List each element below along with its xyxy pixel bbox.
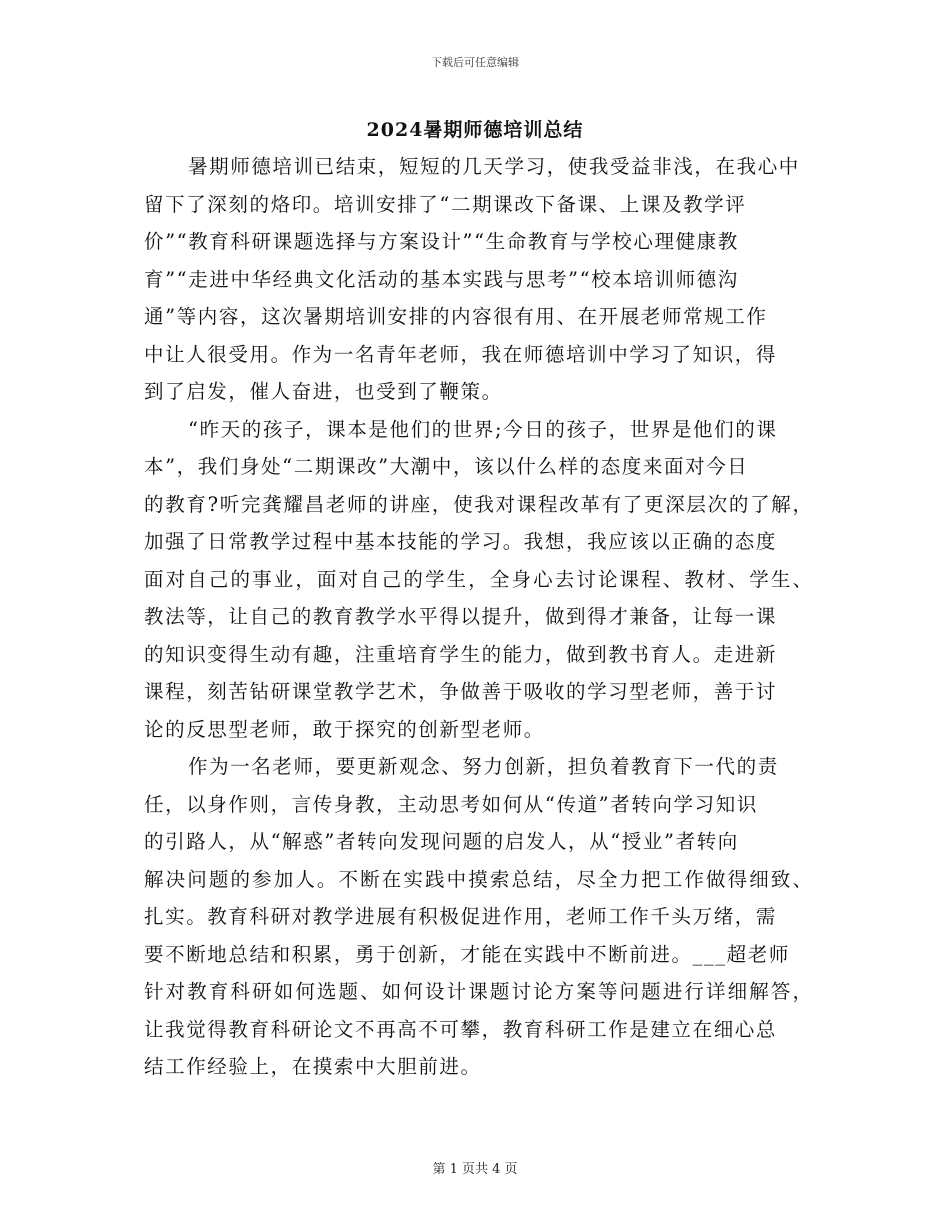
- paragraph-3-line-3: 的引路人，从“解惑”者转向发现问题的启发人，从“授业”者转向: [144, 830, 739, 853]
- paragraph-2-line-4: 加强了日常教学过程中基本技能的学习。我想，我应该以正确的态度: [144, 530, 778, 553]
- paragraph-2-line-1: “昨天的孩子，课本是他们的世界;今日的孩子，世界是他们的课: [188, 417, 778, 441]
- paragraph-3-line-8: 让我觉得教育科研论文不再高不可攀，教育科研工作是建立在细心总: [144, 1017, 778, 1041]
- paragraph-2-line-6: 教法等，让自己的教育教学水平得以提升，做到得才兼备，让每一课: [144, 605, 778, 628]
- paragraph-2-line-9: 论的反思型老师，敢于探究的创新型老师。: [144, 717, 545, 741]
- paragraph-3-line-7: 针对教育科研如何选题、如何设计课题讨论方案等问题进行详细解答，: [144, 980, 812, 1003]
- paragraph-2-line-7: 的知识变得生动有趣，注重培育学生的能力，做到教书育人。走进新: [144, 642, 778, 666]
- paragraph-2-line-2: 本”，我们身处“二期课改”大潮中，该以什么样的态度来面对今日: [144, 455, 749, 478]
- paragraph-3-line-9: 结工作经验上，在摸索中大胆前进。: [144, 1055, 482, 1078]
- paragraph-1-line-2: 留下了深刻的烙印。培训安排了“二期课改下备课、上课及教学评: [144, 192, 747, 216]
- paragraph-1-line-4: 育”“走进中华经典文化活动的基本实践与思考”“校本培训师德沟: [144, 267, 739, 291]
- paragraph-3-line-6: 要不断地总结和积累，勇于创新，才能在实践中不断前进。___超老师: [144, 942, 790, 966]
- paragraph-1-line-3: 价”“教育科研课题选择与方案设计”“生命教育与学校心理健康教: [144, 230, 739, 253]
- paragraph-1-line-5: 通”等内容，这次暑期培训安排的内容很有用、在开展老师常规工作: [144, 305, 768, 328]
- document-body: [144, 148, 812, 1086]
- paragraph-1-line-7: 到了启发，催人奋进，也受到了鞭策。: [144, 380, 503, 403]
- paragraph-3-line-2: 任，以身作则，言传身教，主动思考如何从“传道”者转向学习知识: [144, 792, 758, 816]
- page-header: 下载后可任意编辑: [431, 56, 519, 69]
- paragraph-3-line-4: 解决问题的参加人。不断在实践中摸索总结，尽全力把工作做得细致、: [144, 867, 812, 891]
- paragraph-2-line-3: 的教育?听完龚耀昌老师的讲座，使我对课程改革有了更深层次的了解，: [144, 492, 812, 516]
- page-footer: 第 1 页共 4 页: [432, 1162, 518, 1177]
- paragraph-3-line-1: 作为一名老师，要更新观念、努力创新，担负着教育下一代的责: [188, 755, 779, 778]
- document-title: 2024暑期师德培训总结: [366, 119, 584, 141]
- paragraph-3-line-5: 扎实。教育科研对教学进展有积极促进作用，老师工作千头万绪，需: [144, 905, 778, 928]
- paragraph-2-line-8: 课程，刻苦钻研课堂教学艺术，争做善于吸收的学习型老师，善于讨: [144, 680, 778, 703]
- paragraph-2-line-5: 面对自己的事业，面对自己的学生，全身心去讨论课程、教材、学生、: [144, 567, 812, 591]
- paragraph-1-line-6: 中让人很受用。作为一名青年老师，我在师德培训中学习了知识，得: [144, 342, 778, 366]
- paragraph-1-line-1: 暑期师德培训已结束，短短的几天学习，使我受益非浅，在我心中: [188, 155, 800, 178]
